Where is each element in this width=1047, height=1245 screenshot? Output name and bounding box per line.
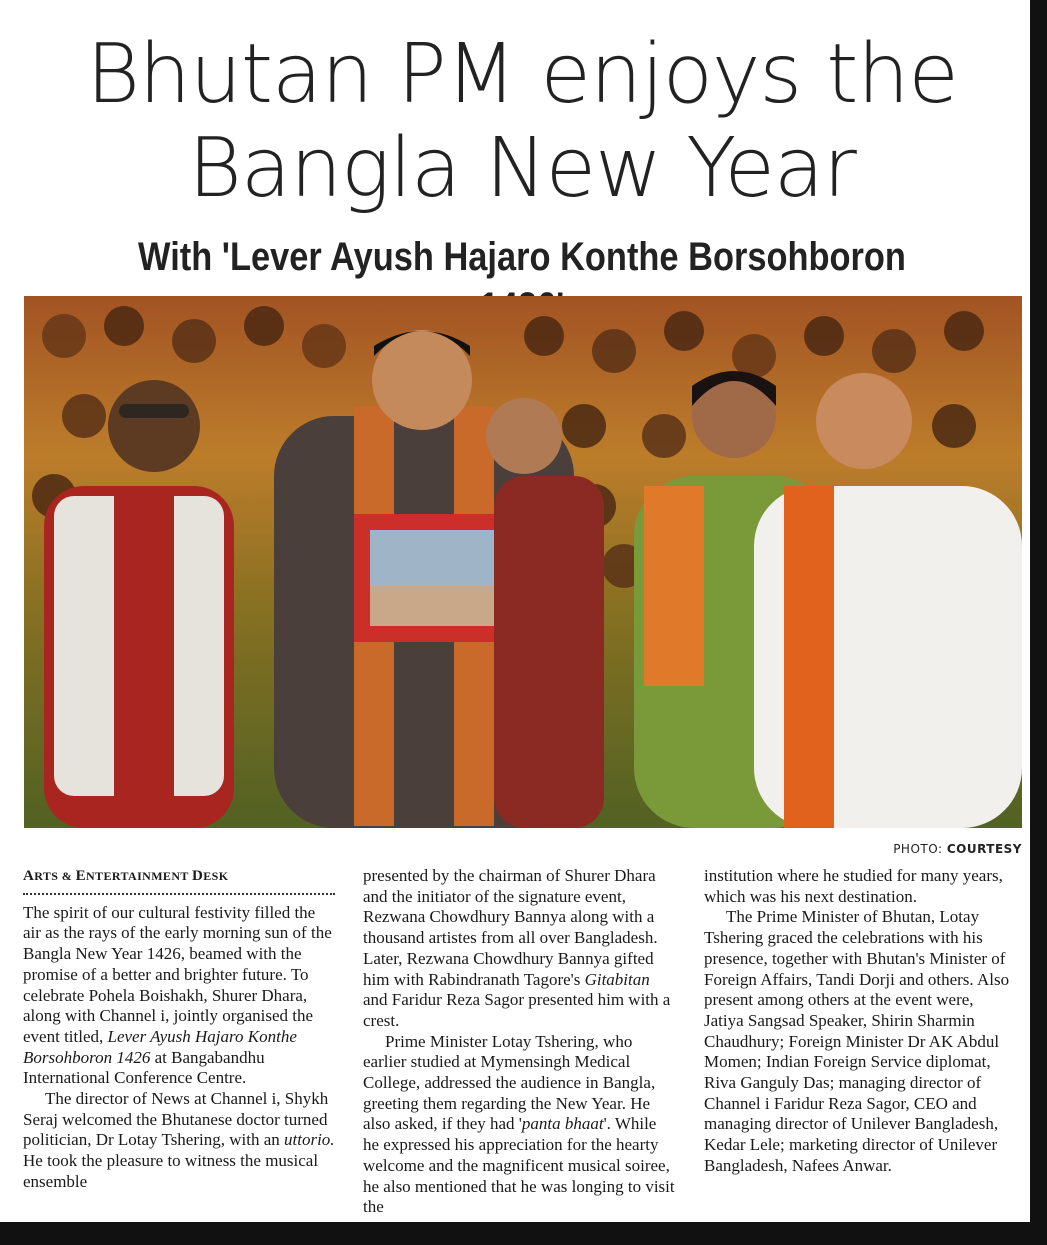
event-photo <box>24 296 1022 828</box>
col2-paragraph-2: Prime Minister Lotay Tshering, who earlier studied at Mymensingh Medical College, addressed the audience in Bangla, greeting them regarding the New Year. He also asked, if they had 'panta bhaat'. While he expressed his appreciation for the hearty welcome and the magnificent musical soiree, he also mentioned that he was longing to visit the <box>363 1031 675 1217</box>
subhead: With 'Lever Ayush Hajaro Konthe Borsohboron <box>138 235 906 279</box>
article-column-3 <box>704 866 1016 1177</box>
col1-paragraph-2: The director of News at Channel i, Shykh Seraj welcomed the Bhutanese doctor turned politician, Dr Lotay Tshering, with an uttorio. He took the pleasure to witness the musical ensemble <box>23 1089 335 1191</box>
byline-divider <box>23 893 335 895</box>
article-column-1 <box>23 866 335 1193</box>
col3-paragraph-1: institution where he studied for many years, which was his next destination. <box>704 866 1003 906</box>
headline: Bhutan PM enjoys the Bangla New Year <box>86 27 958 216</box>
desk-byline: ARTS & ENTERTAINMENT DESK <box>23 868 229 884</box>
photo-credit-value: COURTESY <box>946 842 1022 856</box>
col2-paragraph-1: presented by the chairman of Shurer Dhara and the initiator of the signature event, Rezwana Chowdhury Bannya along with a thousand artistes from all over Bangladesh. Later, Rezwana Chowdhury Bannya gifted him with Rabindranath Tagore's Gitabitan and Faridur Reza Sagor presented him with a crest. <box>363 866 671 1030</box>
page-edge-bottom <box>0 1222 1047 1245</box>
col3-paragraph-2: The Prime Minister of Bhutan, Lotay Tshering graced the celebrations with his presence, together with Bhutan's Minister of Foreign Affairs, Tandi Dorji and others. Also present among others at the event were, Jatiya Sangsad Speaker, Shirin Sharmin Chaudhury; Foreign Minister Dr AK Abdul Momen; Indian Foreign Service diplomat, Riva Ganguly Das; managing director of Channel i Faridur Reza Sagor, CEO and managing director of Unilever Bangladesh, Kedar Lele; marketing director of Unilever Bangladesh, Nafees Anwar. <box>704 907 1010 1175</box>
article-column-2 <box>363 866 675 1218</box>
col1-paragraph-1: The spirit of our cultural festivity filled the air as the rays of the early morning sun of the Bangla New Year 1426, beamed with the promise of a better and brighter future. To celebrate Pohela Boishakh, Shurer Dhara, along with Channel i, jointly organised the event titled, Lever Ayush Hajaro Konthe Borsohboron 1426 at Bangabandhu International Conference Centre. <box>23 902 332 1088</box>
page-edge-right <box>1030 0 1047 1245</box>
photo-credit-label: PHOTO: <box>893 842 943 856</box>
event-photo-illustration <box>24 296 1022 828</box>
photo-credit <box>893 842 1022 856</box>
